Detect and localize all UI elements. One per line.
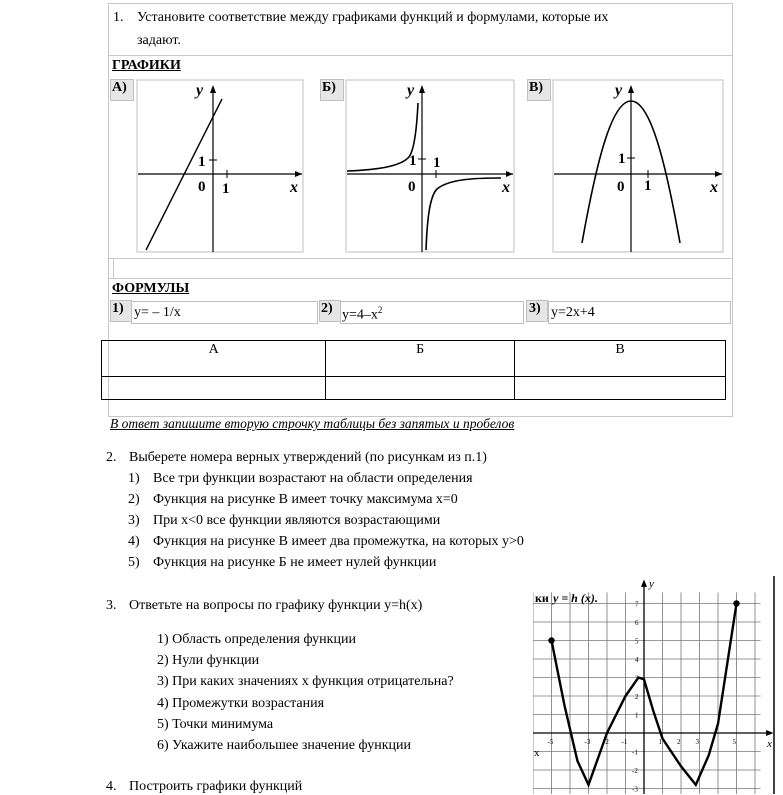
formula-number-2: 2) <box>321 301 333 316</box>
q2-item-number: 3) <box>128 513 140 528</box>
q3-item: 4) Промежутки возрастания <box>157 696 325 711</box>
divider <box>108 55 733 56</box>
q3-item: 1) Область определения функции <box>157 632 356 647</box>
graph-a <box>136 79 304 253</box>
origin-label: 0 <box>617 179 625 195</box>
q3-title: Ответьте на вопросы по графику функции y=h(x) <box>129 598 423 613</box>
axis-y-label: y <box>196 82 204 99</box>
y-one-label: 1 <box>198 154 206 170</box>
y-one-label: 1 <box>618 151 626 167</box>
divider <box>108 278 733 279</box>
q3-item: 6) Укажите наибольшее значение функции <box>157 738 411 753</box>
chart-caption-prefix: ки <box>535 591 549 605</box>
q2-item-number: 2) <box>128 492 140 507</box>
chart-left-label: x <box>534 747 540 759</box>
x-tick-label: -2 <box>603 738 609 746</box>
formula-2-text: y=4–x <box>342 307 378 323</box>
q1-text-line2: задают. <box>137 33 181 48</box>
q1-text-line1: Установите соответствие между графиками функций и формулами, которые их <box>137 10 609 25</box>
answer-note: В ответ запишите вторую строчку таблицы без запятых и пробелов <box>110 416 515 431</box>
q2-item-number: 4) <box>128 534 140 549</box>
formula-1: y= – 1/x <box>134 305 181 320</box>
formula-2 <box>342 305 382 324</box>
endpoint-dot <box>733 600 739 606</box>
q2-item-text: Все три функции возрастают на области определения <box>153 471 473 486</box>
table-header-v: В <box>515 341 726 377</box>
table-header-a: А <box>102 341 326 377</box>
graphs-header: ГРАФИКИ <box>112 58 181 73</box>
q2-item-number: 5) <box>128 555 140 570</box>
x-tick-label: 1 <box>658 738 662 746</box>
origin-label: 0 <box>408 179 416 195</box>
chart-grid <box>533 592 761 794</box>
y-tick-label: 6 <box>635 619 639 627</box>
formula-2-exponent: 2 <box>377 305 383 315</box>
y-axis-arrow <box>641 579 647 586</box>
x-one-label: 1 <box>433 155 441 171</box>
formula-number-3: 3) <box>529 301 541 316</box>
q2-item-number: 1) <box>128 471 140 486</box>
answer-table <box>101 340 726 400</box>
q2-item <box>128 555 140 571</box>
y-tick-label: -1 <box>632 748 638 757</box>
q3-item: 5) Точки минимума <box>157 717 274 732</box>
y-tick-label: 1 <box>635 711 639 720</box>
y-tick-label: 4 <box>635 656 639 664</box>
q2-item <box>128 513 140 529</box>
graph-frame <box>553 80 723 252</box>
graph-frame <box>137 80 303 252</box>
q2-item-text: При x<0 все функции являются возрастающими <box>153 513 441 528</box>
formula-number-1: 1) <box>112 301 124 316</box>
q2-item <box>128 534 140 550</box>
x-axis-label: x <box>767 738 772 750</box>
q3-number: 3. <box>106 598 117 613</box>
formula-3: y=2x+4 <box>551 305 595 320</box>
y-one-label: 1 <box>409 153 417 169</box>
divider <box>113 259 114 278</box>
divider <box>108 258 733 259</box>
x-tick-label: -1 <box>621 738 628 746</box>
h-chart <box>533 576 783 794</box>
q4-number: 4. <box>106 779 117 794</box>
graph-frame <box>346 80 514 252</box>
axis-x-label: x <box>710 179 718 196</box>
x-tick-label: 5 <box>732 738 736 746</box>
x-one-label: 1 <box>644 178 652 194</box>
x-tick-label: -5 <box>547 738 554 746</box>
axis-y-label: y <box>407 82 415 99</box>
graph-v <box>552 79 724 253</box>
answer-cell-v[interactable] <box>515 377 726 400</box>
chart-title: y = h (x). <box>553 591 598 605</box>
q2-item <box>128 471 140 487</box>
q4-title: Построить графики функций <box>129 779 303 794</box>
q2-item-text: Функция на рисунке В имеет два промежутка, на которых y>0 <box>153 534 524 549</box>
q2-item-text: Функция на рисунке В имеет точку максимума x=0 <box>153 492 458 507</box>
x-tick-label: 2 <box>677 738 681 746</box>
x-tick-label: -3 <box>584 738 591 746</box>
graph-label-a: А) <box>112 80 127 95</box>
y-tick-label: 2 <box>635 693 639 701</box>
endpoint-dot <box>548 637 554 643</box>
origin-label: 0 <box>198 179 206 195</box>
q2-item-text: Функция на рисунке Б не имеет нулей функции <box>153 555 437 570</box>
y-tick-label: -3 <box>632 785 638 794</box>
axis-x-label: x <box>502 179 510 196</box>
table-header-b: Б <box>326 341 515 377</box>
answer-cell-b[interactable] <box>326 377 515 400</box>
y-tick-label: 5 <box>635 637 639 646</box>
q2-title: Выберете номера верных утверждений (по рисункам из п.1) <box>129 450 487 465</box>
q1-number: 1. <box>113 10 124 25</box>
x-tick-label: 3 <box>695 738 699 746</box>
axis-y-label: y <box>615 82 623 99</box>
x-one-label: 1 <box>222 181 230 197</box>
y-axis-label: y <box>649 577 654 590</box>
q2-number: 2. <box>106 450 117 465</box>
q2-item <box>128 492 140 508</box>
graph-label-v: В) <box>529 80 543 95</box>
table-answer-row <box>102 377 726 400</box>
answer-cell-a[interactable] <box>102 377 326 400</box>
graph-label-b: Б) <box>322 80 336 95</box>
y-tick-label: 7 <box>635 600 639 609</box>
q3-item: 3) При каких значениях x функция отрицательна? <box>157 674 454 689</box>
y-tick-label: 3 <box>635 674 639 683</box>
axis-x-label: x <box>290 179 298 196</box>
chart-axes <box>533 578 774 794</box>
table-header-row <box>102 341 726 377</box>
q3-item: 2) Нули функции <box>157 653 260 668</box>
graph-b <box>345 79 515 253</box>
y-tick-label: -2 <box>632 767 638 775</box>
formulas-header: ФОРМУЛЫ <box>112 281 190 296</box>
x-axis-arrow <box>766 730 773 736</box>
chart-ticks <box>548 601 737 794</box>
